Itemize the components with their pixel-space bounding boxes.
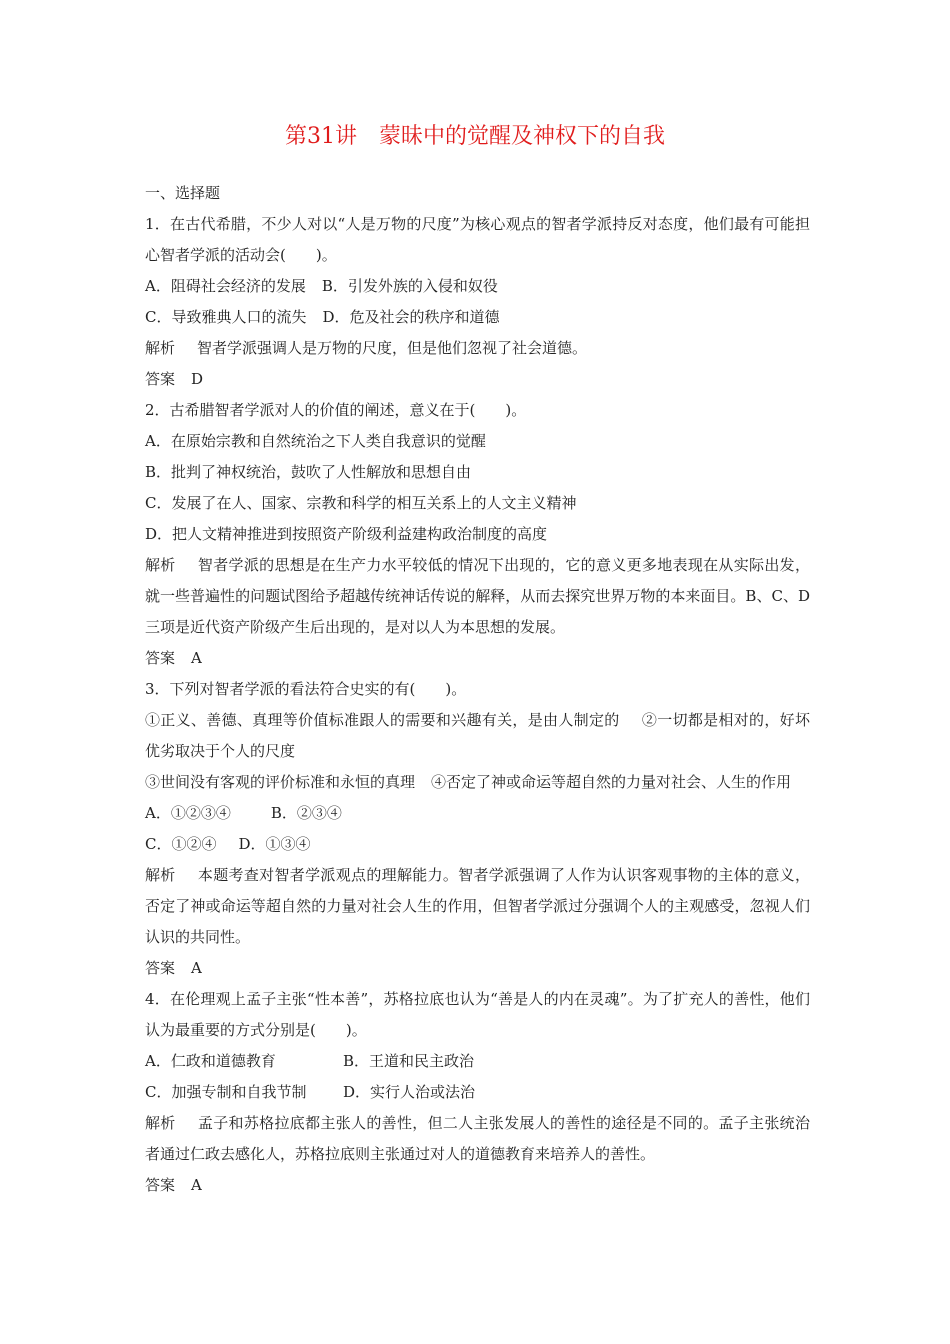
option-row — [145, 1077, 810, 1108]
option-b: B．批判了神权统治，鼓吹了人性解放和思想自由 — [145, 463, 472, 481]
option-a: A．仁政和道德教育 — [145, 1052, 276, 1070]
statement-row — [145, 705, 810, 767]
answer-value: A — [191, 649, 202, 667]
question-stem: 2．古希腊智者学派对人的价值的阐述，意义在于( )。 — [145, 401, 527, 419]
analysis-text: 智者学派的思想是在生产力水平较低的情况下出现的，它的意义更多地表现在从实际出发，就一些普遍性的问题试图给予超越传统神话传说的解释，从而去探究世界万物的本来面目。B、C、D三项是近代资产阶级产生后出现的，是对以人为本思想的发展。 — [145, 556, 810, 636]
statement-4: ④否定了神或命运等超自然的力量对社会、人生的作用 — [431, 773, 792, 791]
option-row — [145, 271, 810, 302]
question-content — [145, 178, 810, 1201]
answer — [145, 953, 810, 984]
answer-value: D — [191, 370, 204, 388]
option-c: C．发展了在人、国家、宗教和科学的相互关系上的人文主义精神 — [145, 494, 577, 512]
analysis — [145, 1108, 810, 1170]
option-b: B．②③④ — [270, 804, 342, 822]
statement-row — [145, 767, 810, 798]
statement-1: ①正义、善德、真理等价值标准跟人的需要和兴趣有关，是由人制定的 — [145, 711, 620, 729]
analysis-text: 本题考查对智者学派观点的理解能力。智者学派强调了人作为认识客观事物的主体的意义，否定了神或命运等超自然的力量对社会人生的作用，但智者学派过分强调个人的主观感受，忽视人们认识的共同性。 — [145, 866, 810, 946]
option-c: C．①②④ — [145, 835, 217, 853]
answer-value: A — [191, 959, 202, 977]
answer — [145, 364, 810, 395]
answer-label: 答案 — [145, 959, 176, 977]
option-d: D．危及社会的秩序和道德 — [322, 308, 500, 326]
option-a: A．阻碍社会经济的发展 — [145, 277, 306, 295]
option-b: B．引发外族的入侵和奴役 — [321, 277, 498, 295]
analysis-label: 解析 — [145, 1114, 176, 1132]
analysis — [145, 333, 810, 364]
analysis — [145, 550, 810, 643]
option-row — [145, 798, 810, 829]
section-heading: 一、选择题 — [145, 184, 221, 202]
option-a: A．①②③④ — [145, 804, 231, 822]
option-d: D．实行人治或法治 — [343, 1083, 476, 1101]
answer-label: 答案 — [145, 1176, 176, 1194]
answer — [145, 643, 810, 674]
statement-2: ②一切都是相对的，好坏优劣取决于个人的尺度 — [145, 711, 810, 760]
question-stem: 1．在古代希腊，不少人对以“人是万物的尺度”为核心观点的智者学派持反对态度，他们最有可能担心智者学派的活动会( )。 — [145, 215, 810, 264]
option-d: D．把人文精神推进到按照资产阶级利益建构政治制度的高度 — [145, 525, 548, 543]
statement-3: ③世间没有客观的评价标准和永恒的真理 — [145, 773, 416, 791]
answer-label: 答案 — [145, 370, 176, 388]
option-b: B．王道和民主政治 — [343, 1052, 475, 1070]
option-row — [145, 1046, 810, 1077]
question-stem: 3．下列对智者学派的看法符合史实的有( )。 — [145, 680, 467, 698]
option-a: A．在原始宗教和自然统治之下人类自我意识的觉醒 — [145, 432, 486, 450]
analysis-text: 孟子和苏格拉底都主张人的善性，但二人主张发展人的善性的途径是不同的。孟子主张统治者通过仁政去感化人，苏格拉底则主张通过对人的道德教育来培养人的善性。 — [145, 1114, 810, 1163]
answer-label: 答案 — [145, 649, 176, 667]
analysis-label: 解析 — [145, 556, 176, 574]
option-row — [145, 302, 810, 333]
page-title: 第31讲 蒙昧中的觉醒及神权下的自我 — [285, 124, 665, 149]
analysis-label: 解析 — [145, 866, 176, 884]
option-row — [145, 829, 810, 860]
answer-value: A — [191, 1176, 202, 1194]
question-stem: 4．在伦理观上孟子主张“性本善”，苏格拉底也认为“善是人的内在灵魂”。为了扩充人的善性，他们认为最重要的方式分别是( )。 — [145, 990, 810, 1039]
option-d: D．①③④ — [238, 835, 311, 853]
analysis-text: 智者学派强调人是万物的尺度，但是他们忽视了社会道德。 — [197, 339, 588, 357]
analysis — [145, 860, 810, 953]
analysis-label: 解析 — [145, 339, 176, 357]
option-c: C．加强专制和自我节制 — [145, 1083, 307, 1101]
option-c: C．导致雅典人口的流失 — [145, 308, 307, 326]
answer — [145, 1170, 810, 1201]
